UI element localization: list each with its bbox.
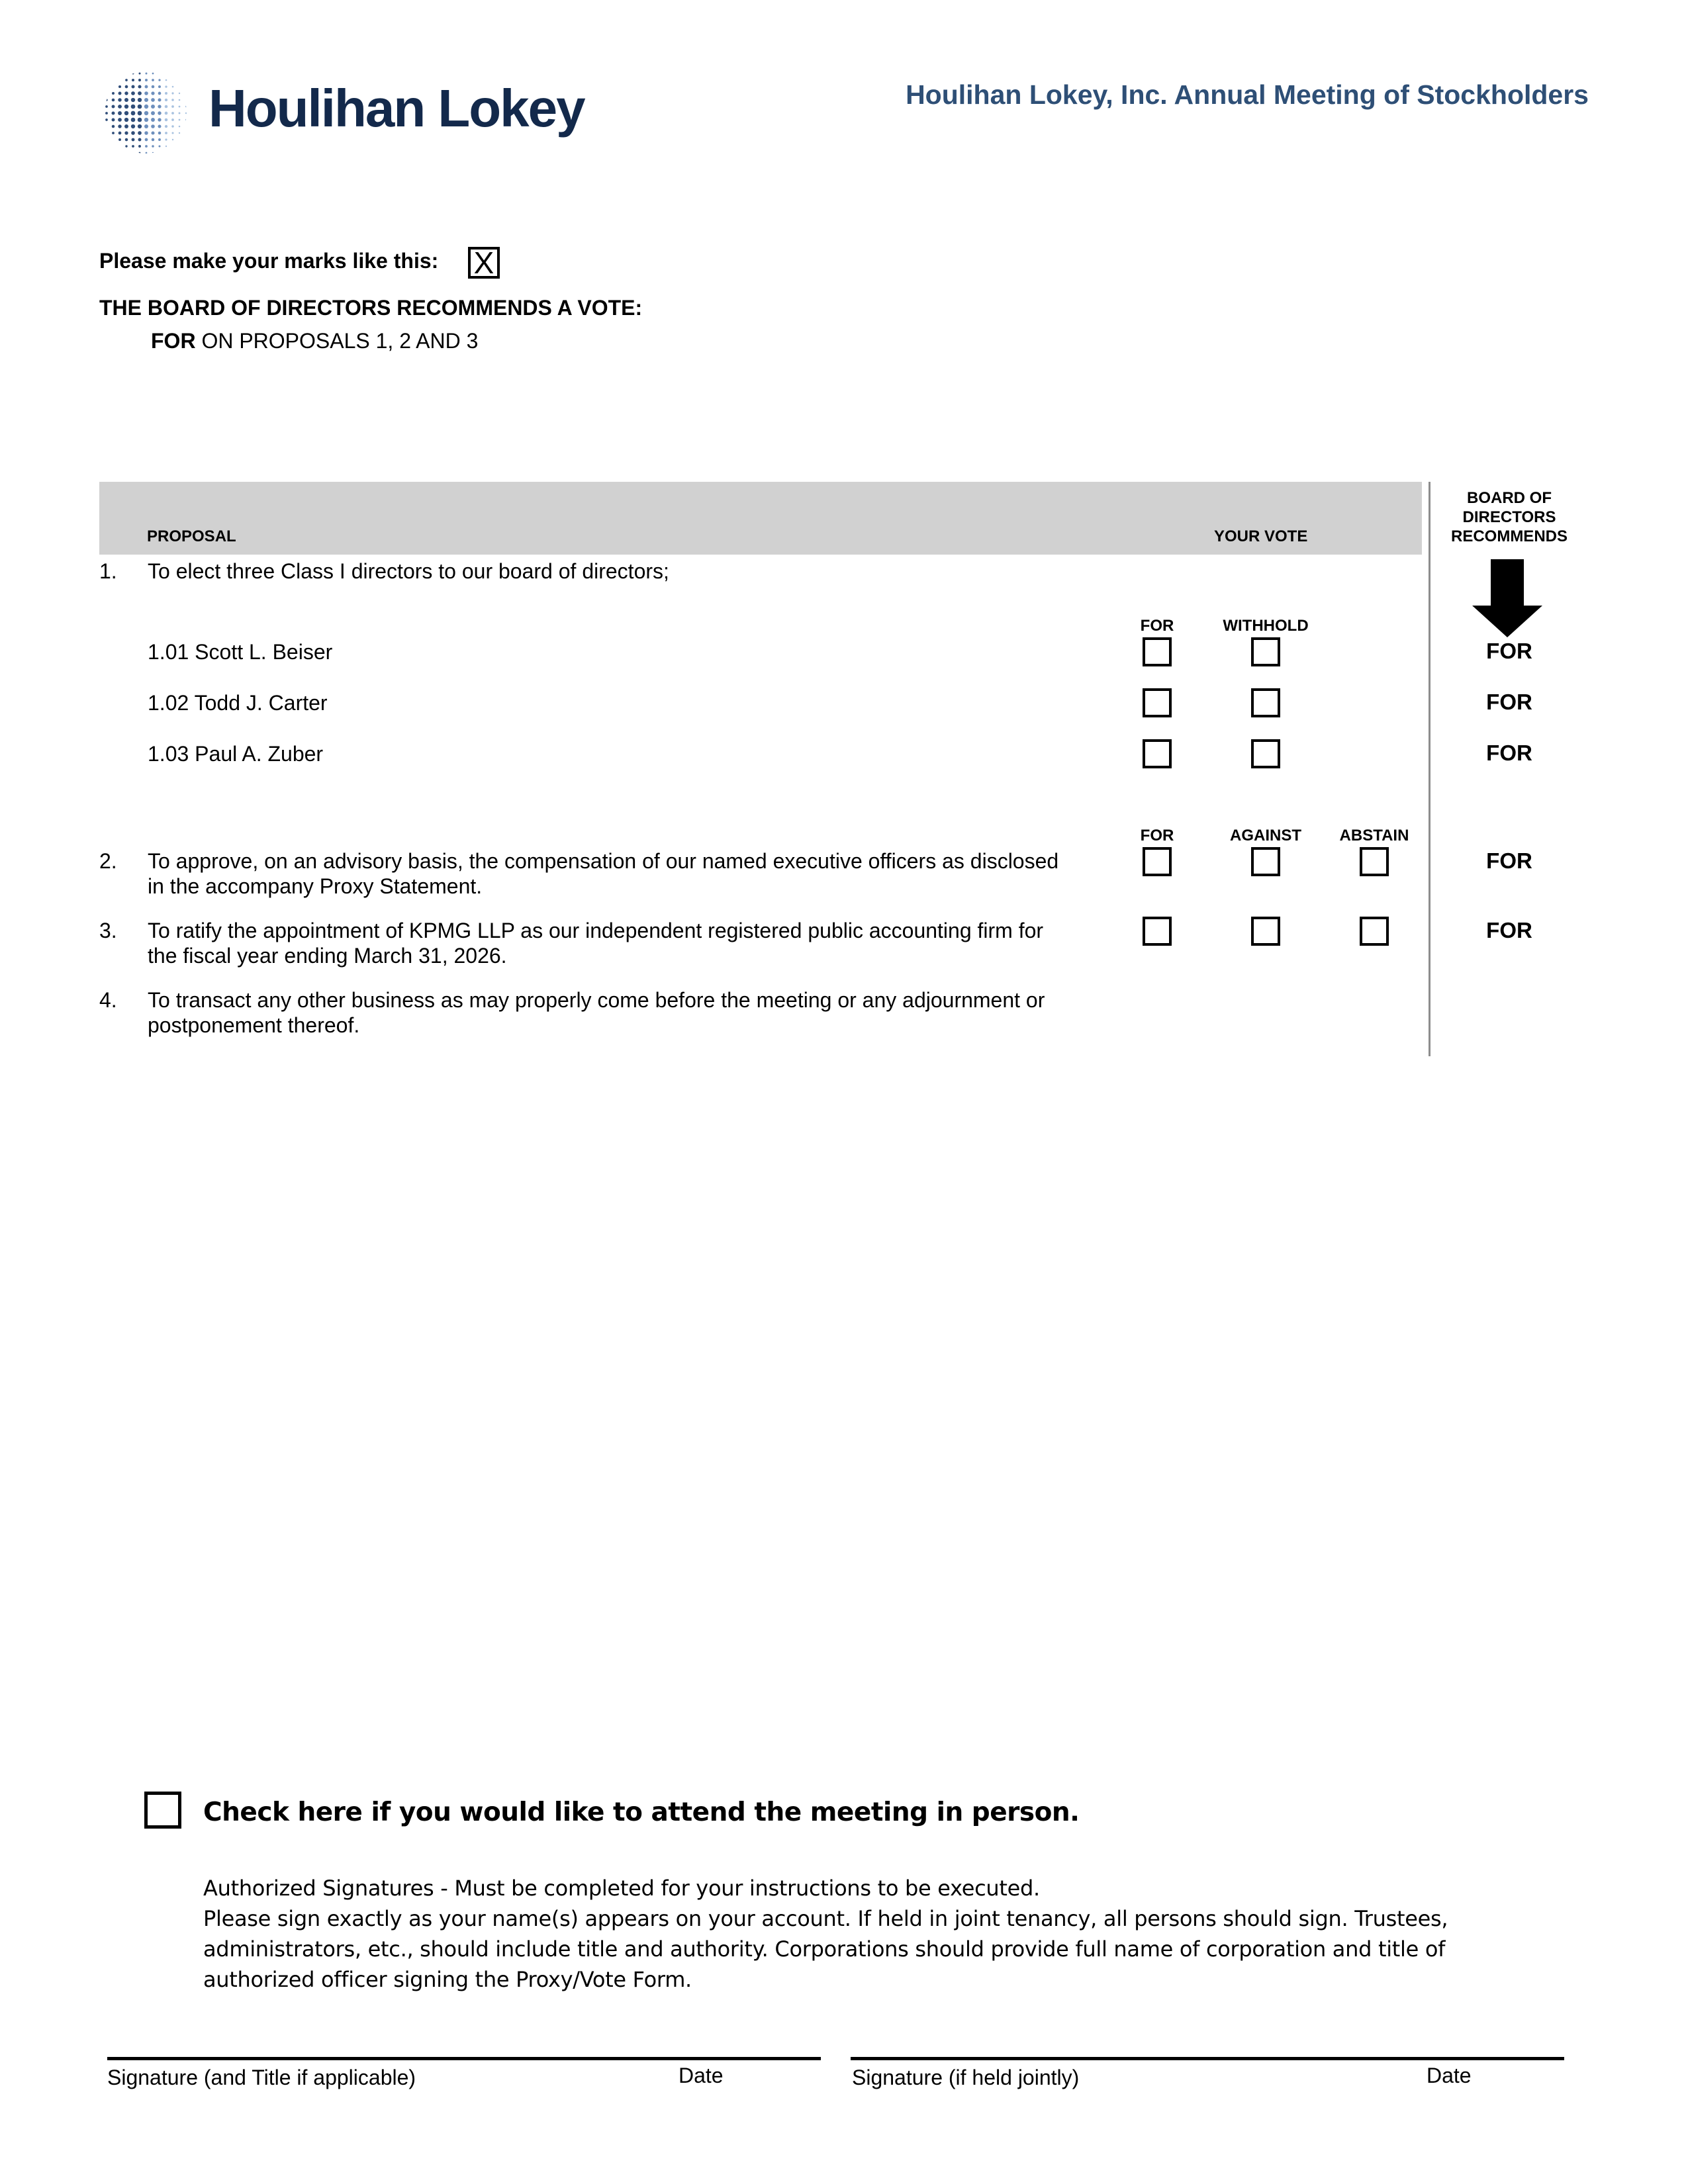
p1-for-column-label: FOR <box>1140 617 1174 635</box>
proposal-3-line: To ratify the appointment of KPMG LLP as our independent registered public accounting firm for <box>148 919 1044 942</box>
board-recommendation-heading: THE BOARD OF DIRECTORS RECOMMENDS A VOTE: <box>99 296 643 320</box>
board-header-line: RECOMMENDS <box>1450 527 1568 545</box>
for-column-label: FOR <box>1140 827 1174 844</box>
proposal-4-number: 4. <box>99 988 117 1012</box>
against-column-label: AGAINST <box>1230 827 1301 844</box>
board-header-line: DIRECTORS <box>1462 508 1556 526</box>
nominee-3-for-checkbox[interactable] <box>1143 739 1172 768</box>
p1-withhold-column-label: WITHHOLD <box>1223 617 1309 635</box>
proposal-1-text: To elect three Class I directors to our board of directors; <box>148 559 669 583</box>
nominee-2-for-checkbox[interactable] <box>1143 688 1172 717</box>
marks-instruction: Please make your marks like this: <box>99 249 439 273</box>
proposal-2-abstain-checkbox[interactable] <box>1360 847 1389 876</box>
proposal-3-recommendation: FOR <box>1486 918 1532 942</box>
signature-1-line[interactable] <box>107 2057 821 2060</box>
signature-1-label: Signature (and Title if applicable) <box>107 2066 416 2089</box>
authorization-text <box>203 1873 1461 1995</box>
proposal-3-abstain-checkbox[interactable] <box>1360 917 1389 946</box>
recommendation-summary <box>151 329 478 353</box>
nominee-1-withhold-checkbox[interactable] <box>1251 637 1280 666</box>
nominee-2-withhold-checkbox[interactable] <box>1251 688 1280 717</box>
proposal-1-number: 1. <box>99 559 117 583</box>
proposal-3-text <box>148 918 1043 968</box>
date-1-label: Date <box>679 2064 724 2087</box>
abstain-column-label: ABSTAIN <box>1339 827 1409 844</box>
board-column-divider <box>1429 482 1430 1056</box>
nominee-label: 1.02 Todd J. Carter <box>148 691 328 715</box>
proposal-2-for-checkbox[interactable] <box>1143 847 1172 876</box>
attend-in-person-label: Check here if you would like to attend the meeting in person. <box>203 1797 1080 1827</box>
nominee-label: 1.01 Scott L. Beiser <box>148 640 333 664</box>
proposal-2-number: 2. <box>99 849 117 873</box>
signature-2-line[interactable] <box>851 2057 1564 2060</box>
proposal-4-line: To transact any other business as may properly come before the meeting or any adjournment or <box>148 988 1045 1012</box>
proposal-2-line: To approve, on an advisory basis, the compensation of our named executive officers as disclosed <box>148 849 1059 873</box>
meeting-title: Houlihan Lokey, Inc. Annual Meeting of Stockholders <box>906 79 1589 110</box>
logo-wordmark: Houlihan Lokey <box>209 79 585 138</box>
nominee-1-for-checkbox[interactable] <box>1143 637 1172 666</box>
authorization-instructions: Please sign exactly as your name(s) appears on your account. If held in joint tenancy, all persons should sign. Trustees, administrators, etc., should include title and authority. Corporations should provide full name of corporation and title of authorized officer signing the Proxy/Vote Form. <box>203 1906 1448 1992</box>
authorization-heading: Authorized Signatures - Must be completed for your instructions to be executed. <box>203 1876 1040 1901</box>
proposal-2-against-checkbox[interactable] <box>1251 847 1280 876</box>
proposal-3-for-checkbox[interactable] <box>1143 917 1172 946</box>
attend-in-person-checkbox[interactable] <box>144 1792 181 1829</box>
nominee-2-recommendation: FOR <box>1486 690 1532 714</box>
board-recommends-header <box>1433 488 1585 546</box>
nominee-label: 1.03 Paul A. Zuber <box>148 742 324 766</box>
recommendation-proposals: ON PROPOSALS 1, 2 AND 3 <box>195 329 479 353</box>
proposal-2-text <box>148 848 1058 899</box>
proposal-3-against-checkbox[interactable] <box>1251 917 1280 946</box>
sample-mark: X <box>473 246 494 280</box>
sample-mark-box <box>468 247 500 279</box>
proposal-2-line: in the accompany Proxy Statement. <box>148 874 483 898</box>
your-vote-column-header: YOUR VOTE <box>1214 527 1308 545</box>
board-header-line: BOARD OF <box>1467 489 1552 507</box>
nominee-1-recommendation: FOR <box>1486 639 1532 663</box>
proposal-2-recommendation: FOR <box>1486 848 1532 873</box>
signature-2-label: Signature (if held jointly) <box>852 2066 1080 2089</box>
proposal-3-number: 3. <box>99 919 117 942</box>
date-2-label: Date <box>1427 2064 1472 2087</box>
proposal-4-text <box>148 987 1045 1038</box>
houlihan-lokey-globe-logo <box>103 69 189 156</box>
proposal-3-line: the fiscal year ending March 31, 2026. <box>148 944 507 968</box>
proposal-column-header: PROPOSAL <box>147 527 236 545</box>
nominee-3-recommendation: FOR <box>1486 741 1532 765</box>
recommendation-for: FOR <box>151 329 196 353</box>
proposal-4-line: postponement thereof. <box>148 1013 360 1037</box>
nominee-3-withhold-checkbox[interactable] <box>1251 739 1280 768</box>
down-arrow-icon <box>1471 559 1544 637</box>
